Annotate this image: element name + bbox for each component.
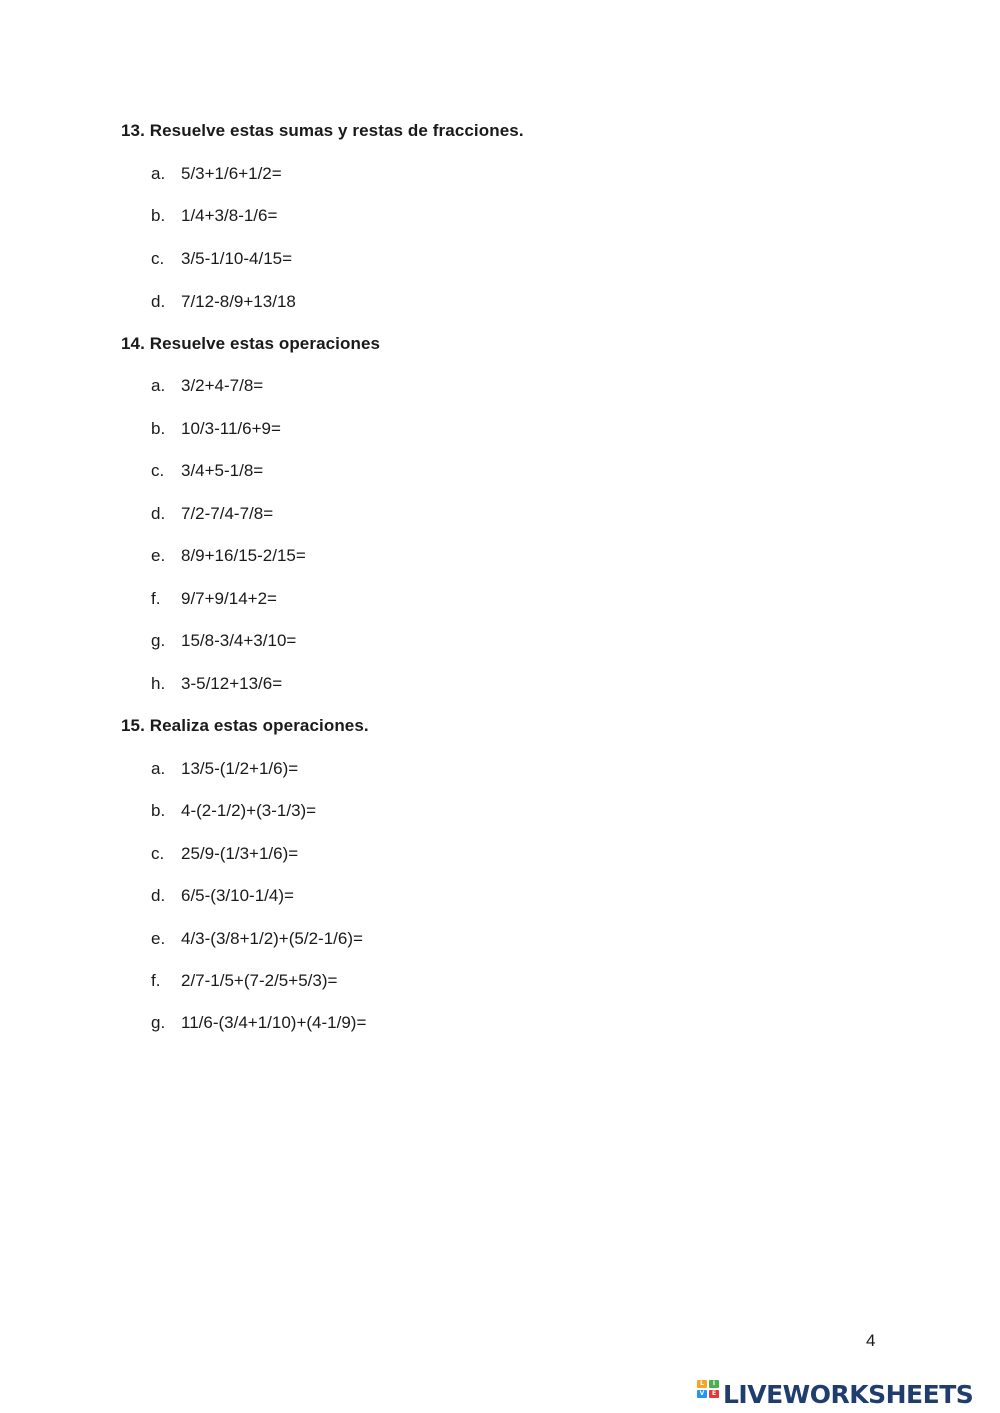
- item-letter: b.: [151, 801, 166, 820]
- logo-block-l: L: [697, 1380, 707, 1388]
- exercise-14-heading: 14. Resuelve estas operaciones: [121, 334, 381, 353]
- exercise-13-item-b: [151, 206, 277, 226]
- item-letter: e.: [151, 546, 166, 565]
- item-letter: a.: [151, 164, 166, 183]
- item-letter: b.: [151, 419, 166, 438]
- item-letter: b.: [151, 206, 166, 225]
- item-expression: 2/7-1/5+(7-2/5+5/3)=: [181, 971, 338, 990]
- exercise-15-item-f: [151, 971, 337, 991]
- item-letter: d.: [151, 504, 166, 523]
- liveworksheets-logo: [697, 1378, 973, 1410]
- item-expression: 1/4+3/8-1/6=: [181, 206, 278, 225]
- item-letter: f.: [151, 589, 161, 608]
- item-letter: d.: [151, 886, 166, 905]
- exercise-15-item-g: [151, 1013, 366, 1033]
- item-expression: 7/12-8/9+13/18: [181, 292, 296, 311]
- exercise-14-item-a: [151, 376, 263, 396]
- exercise-13-item-c: [151, 249, 292, 269]
- page-number: 4: [866, 1331, 876, 1350]
- item-expression: 3/5-1/10-4/15=: [181, 249, 293, 268]
- exercise-14-item-h: [151, 674, 282, 694]
- item-letter: f.: [151, 971, 161, 990]
- item-expression: 10/3-11/6+9=: [181, 419, 281, 438]
- exercise-15-item-e: [151, 929, 363, 949]
- item-expression: 11/6-(3/4+1/10)+(4-1/9)=: [181, 1013, 367, 1032]
- item-expression: 9/7+9/14+2=: [181, 589, 277, 608]
- exercise-13-heading: 13. Resuelve estas sumas y restas de fracciones.: [121, 121, 524, 140]
- exercise-14-item-b: [151, 419, 281, 439]
- item-letter: d.: [151, 292, 166, 311]
- item-expression: 7/2-7/4-7/8=: [181, 504, 274, 523]
- item-expression: 25/9-(1/3+1/6)=: [181, 844, 299, 863]
- exercise-14-item-d: [151, 504, 273, 524]
- item-letter: a.: [151, 376, 166, 395]
- item-letter: g.: [151, 631, 166, 650]
- liveworksheets-logo-icon: [697, 1380, 721, 1408]
- exercise-14-item-e: [151, 546, 306, 566]
- exercise-14-item-f: [151, 589, 277, 609]
- exercise-14-item-c: [151, 461, 263, 481]
- item-letter: a.: [151, 759, 166, 778]
- item-letter: e.: [151, 929, 166, 948]
- item-expression: 4/3-(3/8+1/2)+(5/2-1/6)=: [181, 929, 363, 948]
- logo-text: LIVEWORKSHEETS: [723, 1379, 974, 1409]
- exercise-15-item-d: [151, 886, 294, 906]
- item-expression: 8/9+16/15-2/15=: [181, 546, 306, 565]
- exercise-15-item-b: [151, 801, 316, 821]
- item-letter: c.: [151, 461, 165, 480]
- item-letter: c.: [151, 844, 165, 863]
- logo-block-i: I: [709, 1380, 719, 1388]
- logo-block-v: V: [697, 1390, 707, 1398]
- exercise-15-item-c: [151, 844, 298, 864]
- exercise-15-heading: 15. Realiza estas operaciones.: [121, 716, 369, 735]
- item-expression: 3/4+5-1/8=: [181, 461, 264, 480]
- item-letter: c.: [151, 249, 165, 268]
- item-expression: 3/2+4-7/8=: [181, 376, 264, 395]
- item-expression: 13/5-(1/2+1/6)=: [181, 759, 299, 778]
- exercise-14-item-g: [151, 631, 296, 651]
- item-expression: 6/5-(3/10-1/4)=: [181, 886, 294, 905]
- item-expression: 3-5/12+13/6=: [181, 674, 283, 693]
- item-expression: 4-(2-1/2)+(3-1/3)=: [181, 801, 317, 820]
- exercise-13-item-a: [151, 164, 282, 184]
- item-letter: g.: [151, 1013, 166, 1032]
- item-letter: h.: [151, 674, 166, 693]
- exercise-13-item-d: [151, 292, 296, 312]
- item-expression: 5/3+1/6+1/2=: [181, 164, 282, 183]
- item-expression: 15/8-3/4+3/10=: [181, 631, 297, 650]
- logo-block-e: E: [709, 1390, 719, 1398]
- exercise-15-item-a: [151, 759, 298, 779]
